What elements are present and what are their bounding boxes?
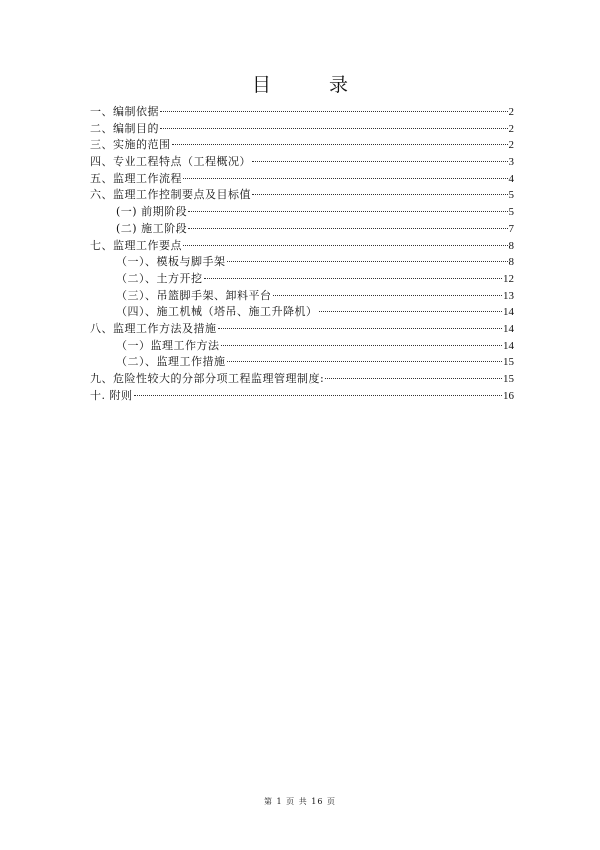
toc-dot-leader	[227, 261, 508, 262]
toc-entry-page-number: 14	[503, 322, 514, 335]
toc-entry-label: 七、监理工作要点	[90, 238, 182, 252]
toc-entry[interactable]	[90, 338, 514, 355]
toc-entry-label: （一）、模板与脚手架	[116, 255, 226, 269]
toc-entry-page-number: 14	[503, 339, 514, 352]
toc-entry-page-number: 12	[503, 272, 514, 285]
toc-dot-leader	[160, 111, 508, 112]
toc-entry[interactable]	[90, 121, 514, 138]
toc-entry[interactable]	[90, 154, 514, 171]
toc-entry[interactable]	[90, 354, 514, 371]
page-title: 目 录	[251, 74, 375, 96]
toc-entry-page-number: 2	[508, 106, 514, 118]
toc-dot-leader	[325, 378, 502, 379]
toc-entry[interactable]	[90, 288, 514, 305]
toc-entry-page-number: 15	[503, 373, 514, 385]
toc-entry[interactable]	[90, 204, 514, 221]
toc-entry-page-number: 16	[503, 389, 514, 402]
toc-entry-page-number: 13	[503, 289, 514, 302]
toc-entry-page-number: 5	[508, 189, 514, 202]
toc-dot-leader	[188, 228, 507, 229]
toc-dot-leader	[183, 178, 508, 179]
toc-entry-label: 二、编制目的	[90, 121, 159, 135]
toc-entry[interactable]	[90, 171, 514, 188]
toc-entry-page-number: 7	[508, 222, 514, 235]
toc-dot-leader	[160, 128, 508, 129]
toc-entry-page-number: 15	[503, 356, 514, 369]
toc-entry-page-number: 2	[508, 122, 514, 135]
toc-entry-label: 一、编制依据	[90, 105, 159, 118]
toc-entry-label: (一) 前期阶段	[116, 205, 188, 219]
toc-entry[interactable]	[90, 238, 514, 255]
toc-entry-page-number: 8	[508, 239, 514, 252]
toc-entry-label: 五、监理工作流程	[90, 171, 182, 185]
toc-dot-leader	[252, 161, 508, 162]
toc-entry-page-number: 8	[508, 256, 514, 269]
toc-entry[interactable]	[90, 388, 514, 405]
toc-entry-label: （一）监理工作方法	[116, 338, 220, 352]
toc-dot-leader	[172, 144, 508, 145]
toc-entry-label: 九、危险性较大的分部分项工程监理管理制度:	[90, 372, 325, 385]
toc-entry[interactable]	[90, 187, 514, 204]
toc-dot-leader	[252, 194, 508, 195]
toc-dot-leader	[183, 245, 508, 246]
toc-entry[interactable]	[90, 371, 514, 388]
toc-entry-label: （二）、监理工作措施	[116, 355, 226, 369]
toc-entry-page-number: 4	[508, 172, 514, 185]
toc-entry-label: (二) 施工阶段	[116, 221, 188, 235]
toc-entry[interactable]	[90, 321, 514, 338]
toc-entry-label: 四、专业工程特点（工程概况）	[90, 155, 251, 169]
page-footer: 第 1 页 共 16 页	[264, 797, 336, 806]
toc-entry[interactable]	[90, 271, 514, 288]
toc-entry[interactable]	[90, 254, 514, 271]
toc-entry-label: （二）、土方开挖	[116, 271, 203, 285]
toc-entry-label: 六、监理工作控制要点及目标值	[90, 188, 251, 202]
toc-dot-leader	[273, 295, 503, 296]
toc-dot-leader	[204, 278, 503, 279]
toc-entry-page-number: 2	[508, 139, 514, 152]
toc-entry-label: （四）、施工机械（塔吊、施工升降机）	[116, 305, 318, 319]
toc-dot-leader	[221, 345, 503, 346]
toc-entry[interactable]	[90, 104, 514, 121]
toc-entry-label: 三、实施的范围	[90, 138, 171, 152]
toc-entry[interactable]	[90, 304, 514, 321]
toc-entry[interactable]	[90, 221, 514, 238]
toc-entry[interactable]	[90, 137, 514, 154]
toc-entry-label: （三）、吊篮脚手架、卸料平台	[116, 288, 272, 302]
toc-dot-leader	[227, 361, 503, 362]
toc-entry-page-number: 3	[508, 156, 514, 169]
table-of-contents	[90, 104, 514, 404]
toc-dot-leader	[218, 328, 503, 329]
toc-dot-leader	[188, 211, 507, 212]
toc-dot-leader	[319, 311, 503, 312]
toc-dot-leader	[134, 395, 503, 396]
toc-entry-page-number: 5	[508, 206, 514, 219]
toc-entry-label: 十. 附则	[90, 388, 133, 402]
toc-entry-page-number: 14	[503, 306, 514, 319]
toc-entry-label: 八、监理工作方法及措施	[90, 321, 217, 335]
